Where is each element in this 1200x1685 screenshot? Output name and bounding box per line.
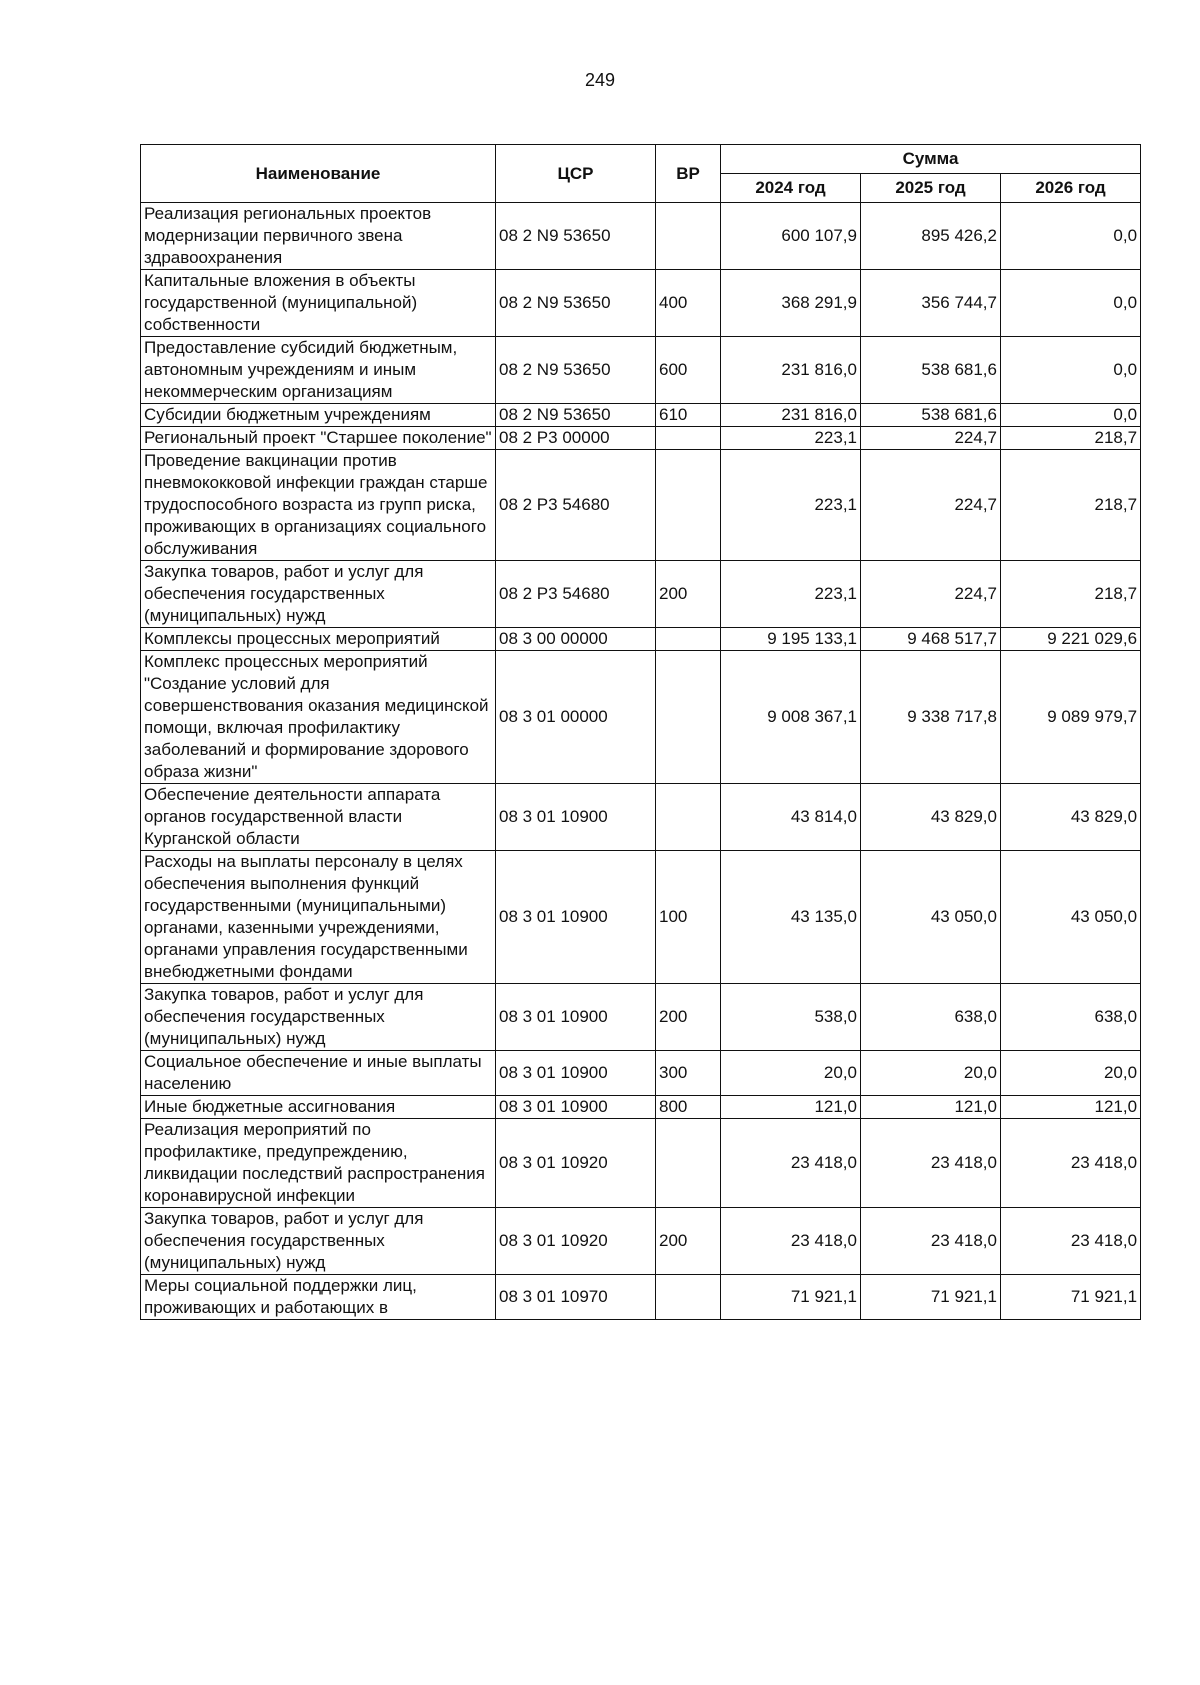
row-amount-2025-cell: 71 921,1 bbox=[861, 1275, 1001, 1320]
row-csr-cell: 08 2 N9 53650 bbox=[496, 203, 656, 270]
row-name-cell: Комплексы процессных мероприятий bbox=[141, 628, 496, 651]
row-amount-2025-cell: 224,7 bbox=[861, 427, 1001, 450]
table-row bbox=[141, 561, 1141, 628]
table-row bbox=[141, 651, 1141, 784]
row-amount-2024-cell: 20,0 bbox=[721, 1051, 861, 1096]
row-amount-2025-cell: 638,0 bbox=[861, 984, 1001, 1051]
row-vr-cell bbox=[656, 203, 721, 270]
row-amount-2026-cell: 23 418,0 bbox=[1001, 1208, 1141, 1275]
row-csr-cell: 08 3 01 10920 bbox=[496, 1208, 656, 1275]
row-csr-cell: 08 3 01 10900 bbox=[496, 1051, 656, 1096]
row-name-cell: Закупка товаров, работ и услуг для обеспечения государственных (муниципальных) нужд bbox=[141, 561, 496, 628]
row-amount-2024-cell: 9 195 133,1 bbox=[721, 628, 861, 651]
table-header bbox=[141, 145, 1141, 203]
table-row bbox=[141, 203, 1141, 270]
table-row bbox=[141, 270, 1141, 337]
row-name-cell: Региональный проект "Старшее поколение" bbox=[141, 427, 496, 450]
row-csr-cell: 08 2 P3 54680 bbox=[496, 561, 656, 628]
row-csr-cell: 08 2 N9 53650 bbox=[496, 404, 656, 427]
row-vr-cell bbox=[656, 1275, 721, 1320]
row-amount-2026-cell: 43 050,0 bbox=[1001, 851, 1141, 984]
row-vr-cell: 400 bbox=[656, 270, 721, 337]
row-vr-cell bbox=[656, 427, 721, 450]
table-body bbox=[141, 203, 1141, 1320]
row-amount-2025-cell: 43 050,0 bbox=[861, 851, 1001, 984]
row-amount-2026-cell: 71 921,1 bbox=[1001, 1275, 1141, 1320]
table-row bbox=[141, 1208, 1141, 1275]
budget-table bbox=[140, 144, 1141, 1320]
header-name: Наименование bbox=[141, 145, 496, 203]
row-amount-2026-cell: 121,0 bbox=[1001, 1096, 1141, 1119]
row-name-cell: Капитальные вложения в объекты государственной (муниципальной) собственности bbox=[141, 270, 496, 337]
row-vr-cell bbox=[656, 628, 721, 651]
row-amount-2025-cell: 23 418,0 bbox=[861, 1119, 1001, 1208]
row-amount-2025-cell: 224,7 bbox=[861, 561, 1001, 628]
row-csr-cell: 08 2 N9 53650 bbox=[496, 270, 656, 337]
row-csr-cell: 08 2 N9 53650 bbox=[496, 337, 656, 404]
row-vr-cell: 100 bbox=[656, 851, 721, 984]
row-amount-2026-cell: 218,7 bbox=[1001, 450, 1141, 561]
row-amount-2025-cell: 43 829,0 bbox=[861, 784, 1001, 851]
row-vr-cell: 300 bbox=[656, 1051, 721, 1096]
row-csr-cell: 08 3 01 10900 bbox=[496, 851, 656, 984]
header-year-2024: 2024 год bbox=[721, 174, 861, 203]
row-amount-2026-cell: 218,7 bbox=[1001, 561, 1141, 628]
row-amount-2024-cell: 23 418,0 bbox=[721, 1208, 861, 1275]
row-name-cell: Расходы на выплаты персоналу в целях обеспечения выполнения функций государственными (муниципальными) органами, казенными учреждениями, органами управления государственными внебюджетными фондами bbox=[141, 851, 496, 984]
row-vr-cell: 200 bbox=[656, 561, 721, 628]
row-amount-2025-cell: 23 418,0 bbox=[861, 1208, 1001, 1275]
table-row bbox=[141, 427, 1141, 450]
row-csr-cell: 08 3 01 10970 bbox=[496, 1275, 656, 1320]
table-row bbox=[141, 628, 1141, 651]
row-vr-cell bbox=[656, 1119, 721, 1208]
table-row bbox=[141, 1051, 1141, 1096]
row-name-cell: Социальное обеспечение и иные выплаты населению bbox=[141, 1051, 496, 1096]
table-row bbox=[141, 784, 1141, 851]
row-amount-2024-cell: 223,1 bbox=[721, 561, 861, 628]
row-amount-2026-cell: 638,0 bbox=[1001, 984, 1141, 1051]
row-csr-cell: 08 2 P3 00000 bbox=[496, 427, 656, 450]
row-amount-2026-cell: 218,7 bbox=[1001, 427, 1141, 450]
row-csr-cell: 08 3 01 10900 bbox=[496, 1096, 656, 1119]
row-amount-2024-cell: 368 291,9 bbox=[721, 270, 861, 337]
row-amount-2025-cell: 9 468 517,7 bbox=[861, 628, 1001, 651]
row-vr-cell: 800 bbox=[656, 1096, 721, 1119]
row-amount-2026-cell: 0,0 bbox=[1001, 337, 1141, 404]
row-name-cell: Иные бюджетные ассигнования bbox=[141, 1096, 496, 1119]
row-amount-2025-cell: 224,7 bbox=[861, 450, 1001, 561]
row-amount-2025-cell: 538 681,6 bbox=[861, 337, 1001, 404]
row-amount-2024-cell: 43 814,0 bbox=[721, 784, 861, 851]
row-vr-cell bbox=[656, 450, 721, 561]
row-csr-cell: 08 3 01 00000 bbox=[496, 651, 656, 784]
row-amount-2024-cell: 9 008 367,1 bbox=[721, 651, 861, 784]
row-name-cell: Проведение вакцинации против пневмококковой инфекции граждан старше трудоспособного возраста из групп риска, проживающих в организациях социального обслуживания bbox=[141, 450, 496, 561]
row-amount-2025-cell: 121,0 bbox=[861, 1096, 1001, 1119]
row-amount-2026-cell: 9 221 029,6 bbox=[1001, 628, 1141, 651]
table-row bbox=[141, 1096, 1141, 1119]
row-amount-2024-cell: 538,0 bbox=[721, 984, 861, 1051]
table-row bbox=[141, 450, 1141, 561]
row-vr-cell bbox=[656, 784, 721, 851]
row-vr-cell bbox=[656, 651, 721, 784]
row-csr-cell: 08 3 01 10920 bbox=[496, 1119, 656, 1208]
row-name-cell: Обеспечение деятельности аппарата органов государственной власти Курганской области bbox=[141, 784, 496, 851]
row-amount-2024-cell: 231 816,0 bbox=[721, 337, 861, 404]
row-amount-2024-cell: 600 107,9 bbox=[721, 203, 861, 270]
row-amount-2025-cell: 20,0 bbox=[861, 1051, 1001, 1096]
table-row bbox=[141, 984, 1141, 1051]
row-name-cell: Закупка товаров, работ и услуг для обеспечения государственных (муниципальных) нужд bbox=[141, 984, 496, 1051]
row-csr-cell: 08 2 P3 54680 bbox=[496, 450, 656, 561]
row-name-cell: Реализация мероприятий по профилактике, предупреждению, ликвидации последствий распространения коронавирусной инфекции bbox=[141, 1119, 496, 1208]
row-name-cell: Реализация региональных проектов модернизации первичного звена здравоохранения bbox=[141, 203, 496, 270]
row-amount-2026-cell: 20,0 bbox=[1001, 1051, 1141, 1096]
row-amount-2024-cell: 231 816,0 bbox=[721, 404, 861, 427]
row-amount-2026-cell: 43 829,0 bbox=[1001, 784, 1141, 851]
header-sum: Сумма bbox=[721, 145, 1141, 174]
header-year-2025: 2025 год bbox=[861, 174, 1001, 203]
page-number: 249 bbox=[584, 70, 616, 90]
row-amount-2025-cell: 9 338 717,8 bbox=[861, 651, 1001, 784]
row-name-cell: Субсидии бюджетным учреждениям bbox=[141, 404, 496, 427]
row-name-cell: Закупка товаров, работ и услуг для обеспечения государственных (муниципальных) нужд bbox=[141, 1208, 496, 1275]
table-row bbox=[141, 1119, 1141, 1208]
row-vr-cell: 610 bbox=[656, 404, 721, 427]
header-csr: ЦСР bbox=[496, 145, 656, 203]
row-amount-2026-cell: 0,0 bbox=[1001, 203, 1141, 270]
row-name-cell: Комплекс процессных мероприятий "Создание условий для совершенствования оказания медицинской помощи, включая профилактику заболеваний и формирование здорового образа жизни" bbox=[141, 651, 496, 784]
row-amount-2025-cell: 356 744,7 bbox=[861, 270, 1001, 337]
row-amount-2025-cell: 538 681,6 bbox=[861, 404, 1001, 427]
row-amount-2024-cell: 121,0 bbox=[721, 1096, 861, 1119]
header-year-2026: 2026 год bbox=[1001, 174, 1141, 203]
row-vr-cell: 200 bbox=[656, 1208, 721, 1275]
row-amount-2024-cell: 23 418,0 bbox=[721, 1119, 861, 1208]
table-row bbox=[141, 337, 1141, 404]
header-vr: ВР bbox=[656, 145, 721, 203]
row-csr-cell: 08 3 01 10900 bbox=[496, 784, 656, 851]
row-amount-2024-cell: 223,1 bbox=[721, 427, 861, 450]
row-amount-2026-cell: 0,0 bbox=[1001, 270, 1141, 337]
row-amount-2025-cell: 895 426,2 bbox=[861, 203, 1001, 270]
row-amount-2024-cell: 223,1 bbox=[721, 450, 861, 561]
table-row bbox=[141, 404, 1141, 427]
row-name-cell: Предоставление субсидий бюджетным, автономным учреждениям и иным некоммерческим организациям bbox=[141, 337, 496, 404]
row-csr-cell: 08 3 00 00000 bbox=[496, 628, 656, 651]
row-amount-2026-cell: 0,0 bbox=[1001, 404, 1141, 427]
row-name-cell: Меры социальной поддержки лиц, проживающих и работающих в bbox=[141, 1275, 496, 1320]
table-row bbox=[141, 851, 1141, 984]
row-csr-cell: 08 3 01 10900 bbox=[496, 984, 656, 1051]
row-amount-2024-cell: 43 135,0 bbox=[721, 851, 861, 984]
row-vr-cell: 200 bbox=[656, 984, 721, 1051]
row-vr-cell: 600 bbox=[656, 337, 721, 404]
row-amount-2026-cell: 9 089 979,7 bbox=[1001, 651, 1141, 784]
row-amount-2024-cell: 71 921,1 bbox=[721, 1275, 861, 1320]
table-row bbox=[141, 1275, 1141, 1320]
row-amount-2026-cell: 23 418,0 bbox=[1001, 1119, 1141, 1208]
